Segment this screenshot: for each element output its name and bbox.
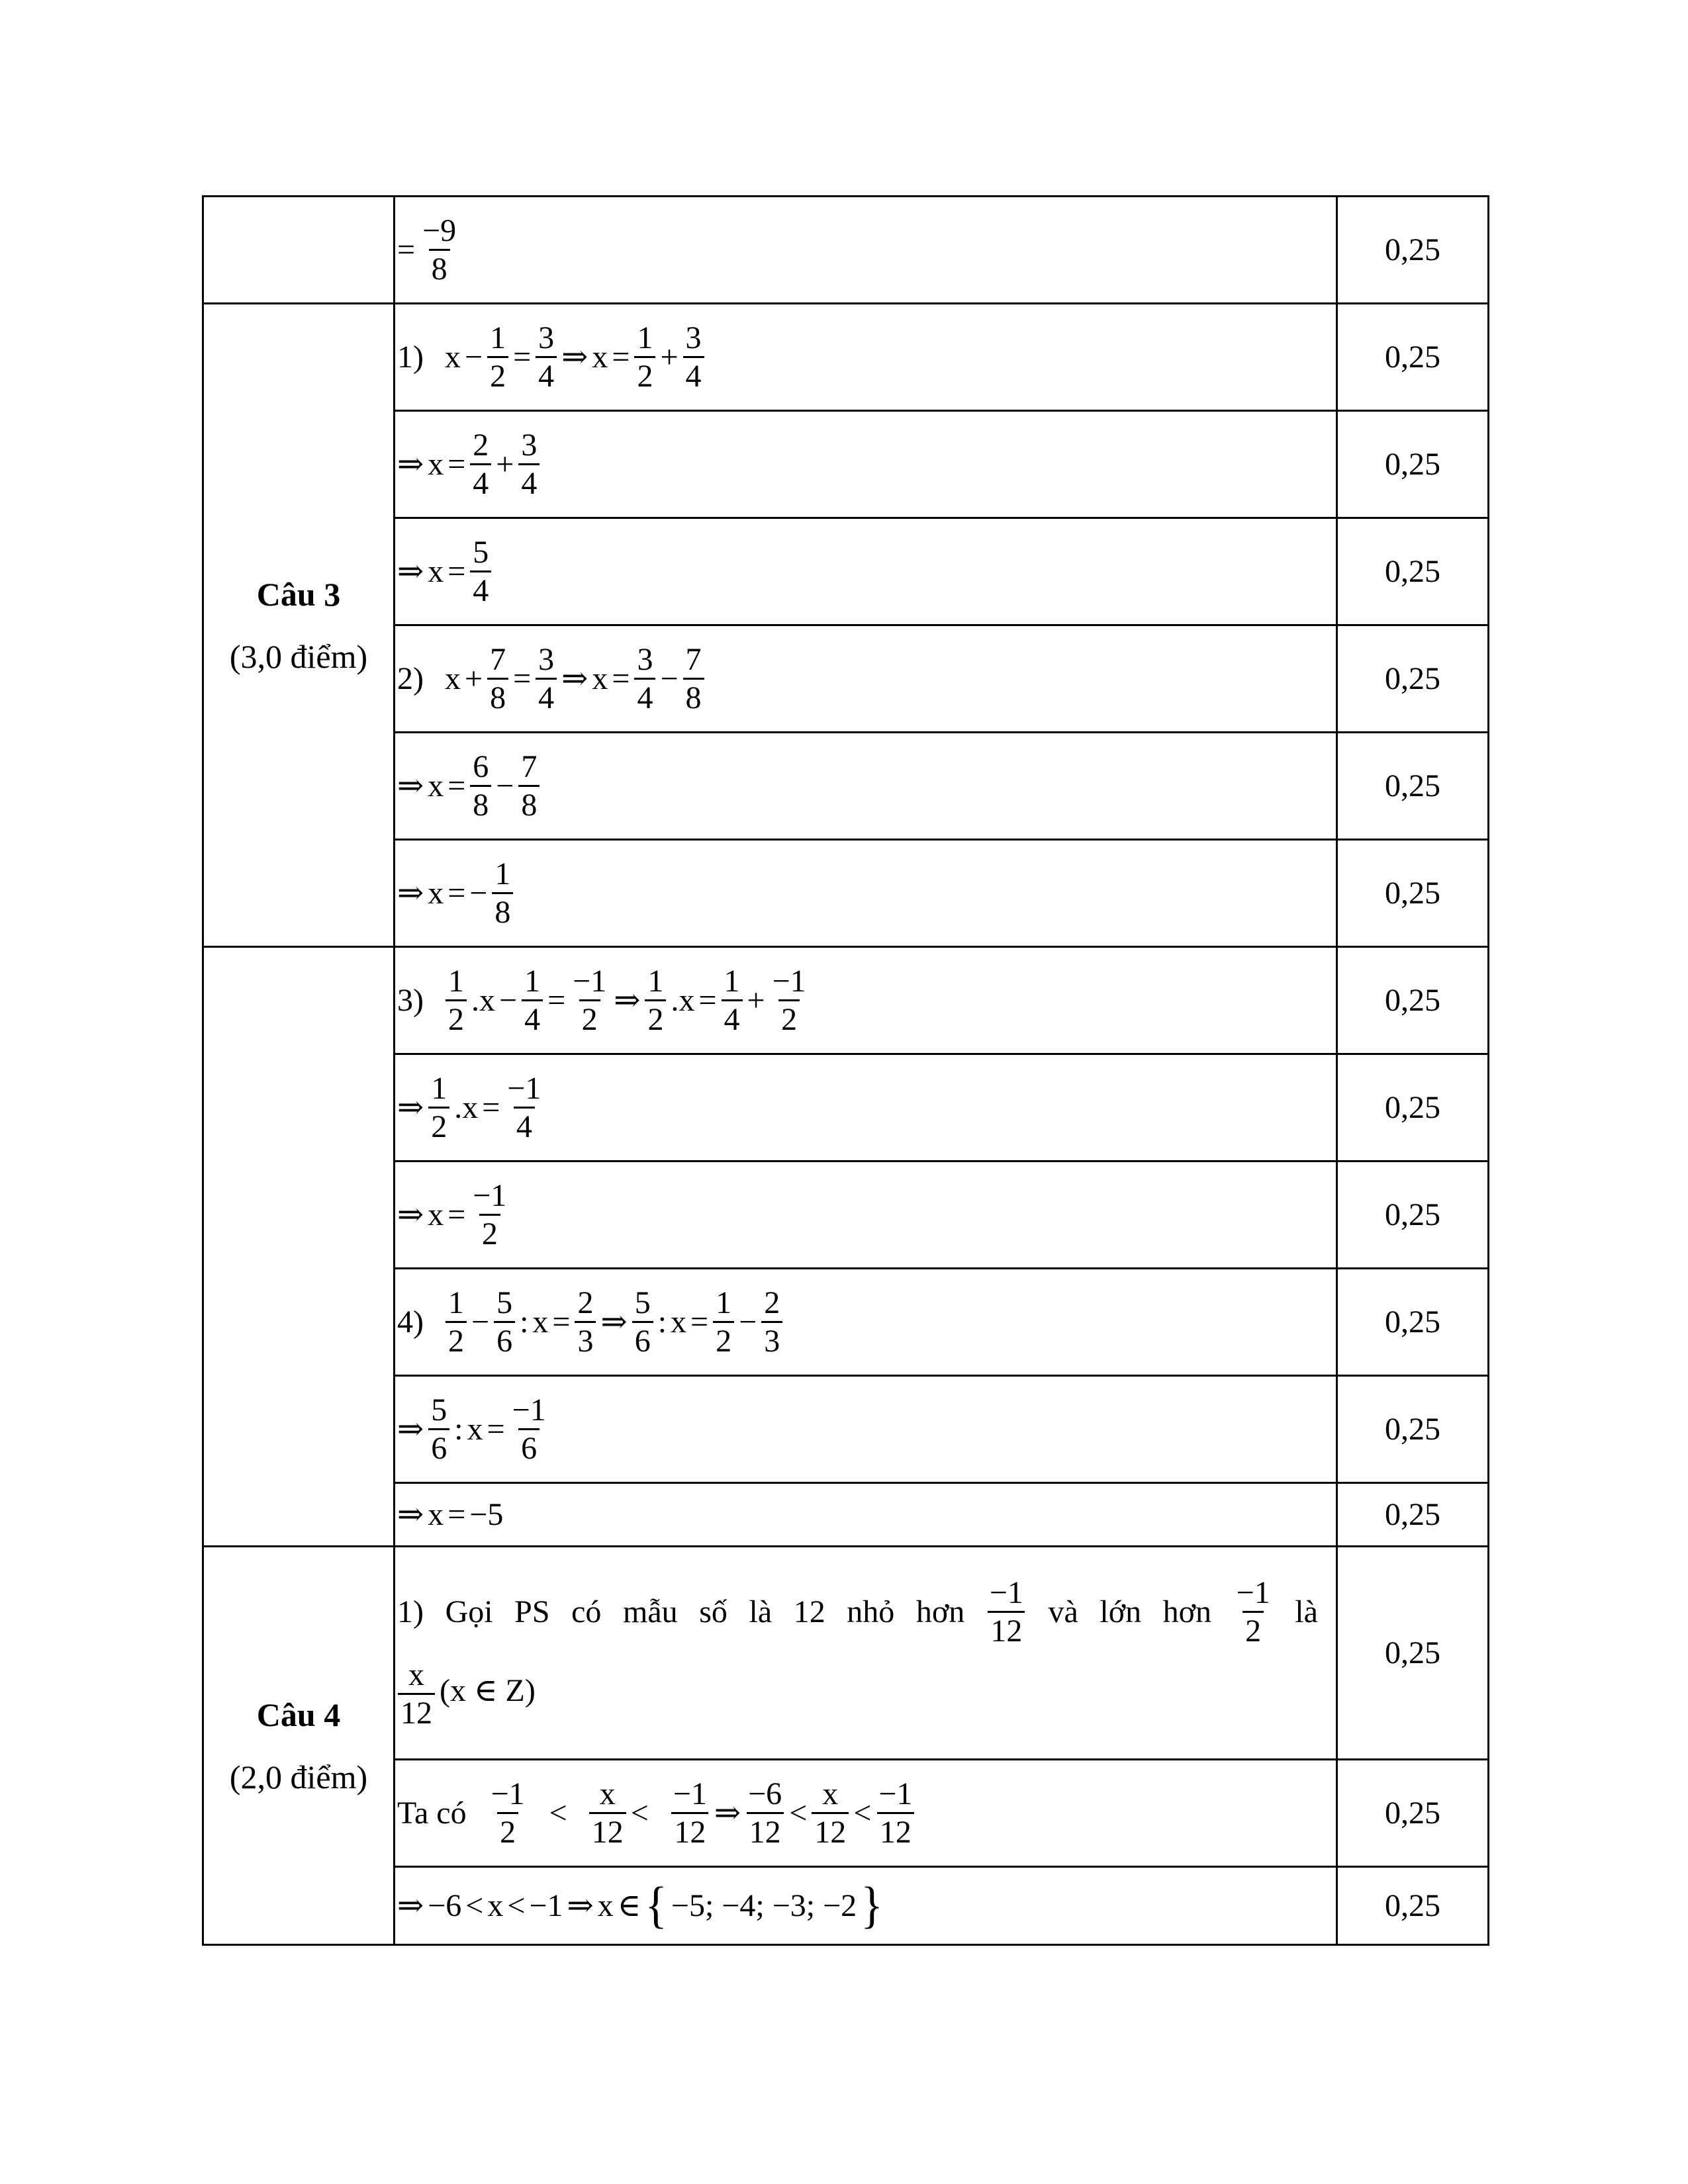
math-token: + xyxy=(660,339,679,375)
denominator: 6 xyxy=(428,1428,449,1467)
numerator: 2 xyxy=(577,1285,594,1320)
score-cell: 0,25 xyxy=(1337,625,1489,733)
math-token: ⇒ xyxy=(397,875,424,911)
numerator: 5 xyxy=(496,1285,513,1320)
math-token: ⇒ xyxy=(567,1888,594,1923)
fraction xyxy=(671,1776,710,1850)
math-token: ⇒ xyxy=(600,1304,628,1340)
table-row xyxy=(203,625,1489,733)
table-row xyxy=(203,1547,1489,1760)
fraction xyxy=(470,749,491,823)
fraction xyxy=(428,1070,449,1145)
fraction xyxy=(522,963,543,1038)
math-token: PS xyxy=(514,1594,550,1630)
math-token: < xyxy=(789,1795,808,1831)
table-row xyxy=(203,197,1489,304)
score-cell: 0,25 xyxy=(1337,733,1489,840)
math-token: ⇒ xyxy=(397,1496,424,1532)
math-token: : xyxy=(657,1304,667,1340)
answer-math xyxy=(395,427,542,502)
fraction xyxy=(510,1392,549,1467)
answer-cell xyxy=(395,1547,1337,1760)
numerator: 7 xyxy=(521,749,538,784)
math-token: mẫu xyxy=(623,1594,678,1630)
answer-math xyxy=(395,641,707,716)
denominator: 6 xyxy=(494,1321,515,1359)
score-cell: 0,25 xyxy=(1337,1376,1489,1483)
denominator: 8 xyxy=(492,892,513,931)
numerator: 7 xyxy=(490,641,506,677)
denominator: 2 xyxy=(479,1214,500,1252)
fraction xyxy=(420,212,459,287)
denominator: 12 xyxy=(398,1693,435,1731)
math-token: .x xyxy=(671,982,695,1018)
fraction xyxy=(445,963,467,1038)
denominator: 2 xyxy=(634,356,655,394)
math-token: + xyxy=(464,660,483,696)
answer-cell xyxy=(395,1376,1337,1483)
math-token: 12 xyxy=(793,1594,825,1630)
numerator: 3 xyxy=(685,320,702,355)
fraction xyxy=(536,641,557,716)
math-token: = xyxy=(690,1304,709,1340)
math-token: x xyxy=(428,875,444,911)
numerator: 3 xyxy=(637,641,653,677)
numerator: −1 xyxy=(473,1177,507,1213)
math-token: là xyxy=(1295,1594,1318,1630)
answer-cell xyxy=(395,625,1337,733)
answer-math xyxy=(395,749,542,823)
answer-math xyxy=(395,1776,917,1850)
denominator: 2 xyxy=(445,1321,467,1359)
fraction xyxy=(494,1285,515,1359)
math-token: −1 xyxy=(529,1888,563,1923)
math-token: < xyxy=(507,1888,526,1923)
math-token: −5 xyxy=(469,1496,504,1532)
numerator: −1 xyxy=(673,1776,707,1811)
math-token: .x xyxy=(471,982,495,1018)
math-token: x xyxy=(592,339,608,375)
numerator: x xyxy=(408,1657,424,1692)
math-token: + xyxy=(747,982,765,1018)
fraction xyxy=(722,963,743,1038)
denominator: 12 xyxy=(877,1812,914,1850)
math-token: 4) xyxy=(397,1304,424,1340)
math-token: nhỏ xyxy=(847,1594,895,1630)
numerator: −1 xyxy=(878,1776,913,1811)
math-token: + xyxy=(496,446,514,482)
denominator: 2 xyxy=(1243,1611,1264,1649)
question-points: (2,0 điểm) xyxy=(229,1758,368,1796)
table-row xyxy=(203,733,1489,840)
answer-math xyxy=(395,1285,785,1359)
numerator: 1 xyxy=(637,320,653,355)
table-row xyxy=(203,1054,1489,1161)
math-token: −6 xyxy=(428,1888,462,1923)
denominator: 2 xyxy=(487,356,508,394)
math-token: ⇒ xyxy=(397,1197,424,1232)
math-token: x xyxy=(428,1496,444,1532)
denominator: 2 xyxy=(713,1321,734,1359)
fraction xyxy=(487,641,508,716)
answer-cell xyxy=(395,840,1337,947)
math-token: và xyxy=(1048,1594,1078,1630)
fraction xyxy=(487,320,508,394)
score-cell: 0,25 xyxy=(1337,1867,1489,1945)
math-token: .x xyxy=(454,1089,479,1125)
math-token: = xyxy=(447,446,466,482)
math-token: = xyxy=(513,339,532,375)
denominator: 4 xyxy=(536,356,557,394)
numerator: −1 xyxy=(989,1575,1023,1611)
answer-math xyxy=(395,1177,512,1252)
numerator: 1 xyxy=(447,1285,464,1320)
math-token: = xyxy=(447,553,466,589)
question-cell-empty xyxy=(203,197,395,304)
table-row xyxy=(203,1269,1489,1376)
fraction xyxy=(683,320,704,394)
math-token: ⇒ xyxy=(714,1795,741,1831)
table-row xyxy=(203,518,1489,625)
answer-math xyxy=(395,856,516,931)
fraction xyxy=(632,1285,653,1359)
numerator: x xyxy=(822,1776,839,1811)
math-token: x xyxy=(671,1304,687,1340)
math-token: ⇒ xyxy=(561,339,588,375)
math-token: = xyxy=(612,660,630,696)
math-token: − xyxy=(464,339,483,375)
fraction xyxy=(470,427,491,502)
answer-table xyxy=(202,195,1489,1946)
score-cell: 0,25 xyxy=(1337,411,1489,518)
numerator: −1 xyxy=(1236,1575,1270,1611)
question-label: Câu 4 xyxy=(256,1696,341,1733)
denominator: 2 xyxy=(497,1812,518,1850)
question-label: Câu 3 xyxy=(256,575,341,613)
numerator: 1 xyxy=(724,963,740,999)
denominator: 4 xyxy=(683,356,704,394)
numerator: −9 xyxy=(422,212,457,248)
math-token: : xyxy=(520,1304,529,1340)
numerator: 5 xyxy=(634,1285,651,1320)
fraction xyxy=(398,1657,435,1731)
question-points: (3,0 điểm) xyxy=(229,637,368,675)
math-token: : xyxy=(454,1411,463,1447)
math-token: = xyxy=(397,232,416,267)
answer-cell xyxy=(395,947,1337,1054)
numerator: 1 xyxy=(647,963,664,999)
answer-math xyxy=(395,212,461,287)
fraction xyxy=(713,1285,734,1359)
score-cell: 0,25 xyxy=(1337,1483,1489,1547)
answer-cell xyxy=(395,1760,1337,1867)
math-token: ⇒ xyxy=(397,1089,424,1125)
math-token: lớn xyxy=(1100,1594,1142,1630)
math-token: hơn xyxy=(915,1594,965,1630)
math-token: x xyxy=(428,446,444,482)
denominator: 4 xyxy=(634,678,655,716)
math-token: = xyxy=(513,660,532,696)
denominator: 2 xyxy=(428,1107,449,1145)
denominator: 4 xyxy=(722,999,743,1038)
denominator: 4 xyxy=(470,570,491,609)
math-token: 1) xyxy=(397,1594,424,1630)
math-token: < xyxy=(549,1795,567,1831)
math-token: x xyxy=(428,1197,444,1232)
score-cell: 0,25 xyxy=(1337,518,1489,625)
question-cell-cau-4 xyxy=(203,1547,395,1945)
denominator: 12 xyxy=(671,1812,708,1850)
fraction xyxy=(470,534,491,609)
math-token: x xyxy=(428,553,444,589)
math-token: = xyxy=(612,339,630,375)
fraction xyxy=(634,320,655,394)
fraction xyxy=(470,1177,509,1252)
math-token: ∈ xyxy=(617,1888,641,1923)
math-token: Gọi xyxy=(445,1594,493,1630)
denominator: 4 xyxy=(514,1107,535,1145)
math-token: ⇒ xyxy=(397,1411,424,1447)
numerator: −1 xyxy=(507,1070,541,1106)
math-token: = xyxy=(487,1411,505,1447)
math-token: có xyxy=(571,1594,602,1630)
math-token: = xyxy=(482,1089,500,1125)
denominator: 12 xyxy=(747,1812,784,1850)
answer-cell xyxy=(395,197,1337,304)
denominator: 6 xyxy=(518,1428,539,1467)
answer-cell xyxy=(395,1269,1337,1376)
denominator: 4 xyxy=(470,463,491,502)
denominator: 8 xyxy=(429,249,450,287)
fraction xyxy=(683,641,704,716)
math-token: = xyxy=(447,1197,466,1232)
denominator: 8 xyxy=(518,785,539,823)
math-token: x xyxy=(597,1888,614,1923)
math-token: − xyxy=(739,1304,757,1340)
fraction xyxy=(634,641,655,716)
score-cell: 0,25 xyxy=(1337,1269,1489,1376)
numerator: 6 xyxy=(473,749,489,784)
fraction xyxy=(770,963,809,1038)
numerator: 3 xyxy=(538,641,555,677)
score-cell: 0,25 xyxy=(1337,947,1489,1054)
score-cell: 0,25 xyxy=(1337,304,1489,411)
table-row xyxy=(203,304,1489,411)
math-token: − xyxy=(660,660,679,696)
denominator: 4 xyxy=(536,678,557,716)
numerator: 5 xyxy=(473,534,489,570)
denominator: 4 xyxy=(522,999,543,1038)
answer-cell xyxy=(395,1161,1337,1269)
table-row xyxy=(203,840,1489,947)
math-token: = xyxy=(447,875,466,911)
math-token: ⇒ xyxy=(397,553,424,589)
fraction xyxy=(445,1285,467,1359)
fraction xyxy=(589,1776,626,1850)
math-token: 2) xyxy=(397,660,424,696)
answer-cell xyxy=(395,1867,1337,1945)
denominator: 8 xyxy=(487,678,508,716)
denominator: 4 xyxy=(518,463,539,502)
fraction xyxy=(518,749,539,823)
math-token: < xyxy=(853,1795,872,1831)
fraction xyxy=(987,1574,1026,1649)
denominator: 2 xyxy=(445,999,467,1038)
numerator: 2 xyxy=(764,1285,780,1320)
numerator: −1 xyxy=(512,1392,546,1428)
math-token: = xyxy=(447,1496,466,1532)
math-token: x xyxy=(467,1411,483,1447)
math-token: ⇒ xyxy=(397,768,424,803)
numerator: 7 xyxy=(685,641,702,677)
fraction xyxy=(504,1070,543,1145)
math-token: ⇒ xyxy=(397,446,424,482)
answer-text xyxy=(395,1574,1320,1649)
math-token: x xyxy=(592,660,608,696)
score-cell: 0,25 xyxy=(1337,1054,1489,1161)
numerator: −6 xyxy=(748,1776,782,1811)
numerator: 1 xyxy=(524,963,541,999)
score-cell: 0,25 xyxy=(1337,1161,1489,1269)
math-token: là xyxy=(749,1594,773,1630)
brace: } xyxy=(861,1877,883,1934)
denominator: 8 xyxy=(683,678,704,716)
math-token: x xyxy=(532,1304,549,1340)
question-cell-empty xyxy=(203,947,395,1547)
table-row xyxy=(203,1376,1489,1483)
math-token: 1) xyxy=(397,339,424,375)
numerator: 1 xyxy=(490,320,506,355)
numerator: −1 xyxy=(772,963,806,999)
denominator: 12 xyxy=(812,1812,849,1850)
math-token: − xyxy=(498,982,518,1018)
answer-math xyxy=(395,1070,546,1145)
answer-cell xyxy=(395,411,1337,518)
math-token: −5; −4; −3; −2 xyxy=(671,1888,857,1923)
denominator: 8 xyxy=(470,785,491,823)
score-cell: 0,25 xyxy=(1337,1547,1489,1760)
numerator: 5 xyxy=(431,1392,447,1428)
denominator: 2 xyxy=(579,999,600,1038)
numerator: −1 xyxy=(491,1776,525,1811)
math-token: ⇒ xyxy=(561,660,588,696)
fraction xyxy=(428,1392,449,1467)
math-token: Ta có xyxy=(397,1795,467,1831)
fraction xyxy=(570,963,609,1038)
numerator: −1 xyxy=(573,963,607,999)
denominator: 12 xyxy=(988,1611,1025,1649)
math-token: ⇒ xyxy=(614,982,641,1018)
answer-cell xyxy=(395,1483,1337,1547)
math-token: − xyxy=(469,875,488,911)
math-token: ⇒ xyxy=(397,1888,424,1923)
answer-math xyxy=(395,1657,1336,1731)
answer-math xyxy=(395,1496,505,1534)
numerator: 3 xyxy=(538,320,555,355)
math-token: (x ∈ Z) xyxy=(440,1673,536,1709)
fraction xyxy=(645,963,666,1038)
answer-math xyxy=(395,963,812,1038)
brace: { xyxy=(645,1877,667,1934)
math-token: 3) xyxy=(397,982,424,1018)
math-token: = xyxy=(698,982,717,1018)
fraction xyxy=(536,320,557,394)
math-token: x xyxy=(444,339,461,375)
math-token: x xyxy=(487,1888,504,1923)
math-token: x xyxy=(428,768,444,803)
math-token: − xyxy=(496,768,514,803)
numerator: 1 xyxy=(431,1070,447,1106)
denominator: 3 xyxy=(575,1321,596,1359)
numerator: 1 xyxy=(494,856,511,891)
fraction xyxy=(575,1285,596,1359)
answer-math xyxy=(395,1877,885,1934)
math-token: < xyxy=(465,1888,484,1923)
score-cell: 0,25 xyxy=(1337,1760,1489,1867)
table-row xyxy=(203,1760,1489,1867)
fraction xyxy=(492,856,513,931)
numerator: 3 xyxy=(521,427,538,463)
answer-cell xyxy=(395,1054,1337,1161)
table-row xyxy=(203,1161,1489,1269)
answer-math xyxy=(395,1392,551,1467)
table-row xyxy=(203,411,1489,518)
fraction xyxy=(812,1776,849,1850)
answer-cell xyxy=(395,518,1337,625)
denominator: 6 xyxy=(632,1321,653,1359)
numerator: 2 xyxy=(473,427,489,463)
math-token: số xyxy=(699,1594,727,1630)
fraction xyxy=(876,1776,915,1850)
math-token: hơn xyxy=(1162,1594,1212,1630)
fraction xyxy=(745,1776,784,1850)
answer-math xyxy=(395,320,707,394)
math-token: < xyxy=(630,1795,649,1831)
denominator: 2 xyxy=(778,999,800,1038)
math-token: = xyxy=(547,982,566,1018)
fraction xyxy=(761,1285,782,1359)
numerator: 1 xyxy=(447,963,464,999)
answer-cell xyxy=(395,304,1337,411)
score-cell: 0,25 xyxy=(1337,840,1489,947)
answer-cell xyxy=(395,733,1337,840)
numerator: 1 xyxy=(716,1285,732,1320)
question-cell-cau-3 xyxy=(203,304,395,947)
score-cell: 0,25 xyxy=(1337,197,1489,304)
math-token: − xyxy=(471,1304,490,1340)
numerator: x xyxy=(599,1776,616,1811)
fraction xyxy=(489,1776,528,1850)
math-token: = xyxy=(552,1304,571,1340)
denominator: 12 xyxy=(589,1812,626,1850)
denominator: 3 xyxy=(761,1321,782,1359)
answer-math xyxy=(395,534,494,609)
table-row xyxy=(203,1483,1489,1547)
denominator: 2 xyxy=(645,999,666,1038)
math-token: = xyxy=(447,768,466,803)
math-token: x xyxy=(444,660,461,696)
table-row xyxy=(203,947,1489,1054)
fraction xyxy=(518,427,539,502)
fraction xyxy=(1234,1574,1273,1649)
table-row xyxy=(203,1867,1489,1945)
